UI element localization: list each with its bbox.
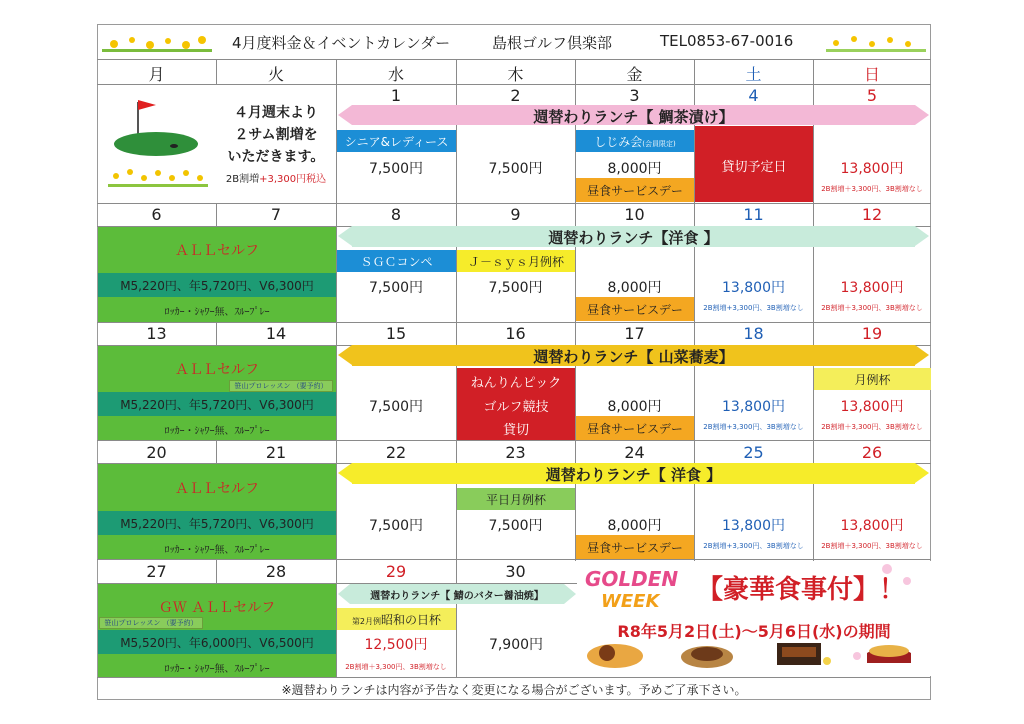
surcharge-note: 2B割増+3,300円、3B割増なし [703,304,804,312]
event-label-prefix: 第2月例 [351,617,382,626]
price-value: 7,500円 [368,518,424,534]
surcharge-note: 2B割増+3,300円、3B割増なし [703,542,804,550]
date-cell: 22 [385,443,407,462]
date-cell: 7 [270,205,282,224]
lunch-banner-text: 週替わりランチ【 山菜蕎麦】 [533,348,734,366]
golden-week-logo-line1: GOLDEN [585,567,679,591]
surcharge-note: 2B割増＋3,300円、3B割増なし [821,185,923,193]
golden-week-logo-line2: WEEK [601,591,660,612]
date-cell: 10 [624,205,645,224]
event-label-text: 昭和の日杯 [381,613,442,627]
price-value: 7,500円 [368,280,424,296]
date-cell: 30 [505,562,526,581]
date-cell: 4 [748,86,759,105]
price-value: 8,000円 [607,280,662,296]
service-label: 昼食サービスデー [587,303,683,317]
date-cell: 5 [866,86,878,105]
date-cell: 1 [390,86,402,105]
golden-week-promo [577,561,931,676]
event-label: 月例杯 [854,373,891,387]
weekday-tue: 火 [267,65,284,84]
date-cell: 18 [743,324,764,343]
weekday-sat: 土 [745,65,762,84]
date-cell: 20 [146,443,167,462]
golden-week-logo [585,567,678,591]
service-label: 昼食サービスデー [587,541,683,555]
flower-decoration-icon [826,28,926,54]
date-cell: 28 [265,562,287,581]
golden-week-period: R8年5月2日(土)～5月6日(水)の期間 [617,622,891,641]
date-cell: 9 [510,205,521,224]
weekday-wed: 水 [387,65,404,84]
price-value: 8,000円 [607,161,662,177]
weekday-thu: 木 [507,65,524,84]
price-value: 7,900円 [488,637,544,653]
footer-note: ※週替わりランチは内容が予告なく変更になる場合がございます。予めご了承下さい。 [281,683,747,697]
header-flowers-left [102,28,212,54]
date-cell: 6 [151,205,162,224]
event-label [576,133,694,150]
price-value: 7,500円 [488,280,543,296]
price-value: 8,000円 [607,518,662,534]
flower-decoration-icon [102,28,212,54]
service-label: 昼食サービスデー [587,184,683,198]
flag-caption: Nice on! [146,127,171,134]
lunch-banner [338,584,576,604]
golf-flag-illustration [108,94,208,194]
date-cell: 8 [390,205,402,224]
date-cell: 26 [861,443,883,462]
event-label: 平日月例杯 [485,493,546,507]
event-label [337,611,456,628]
date-cell: 17 [624,324,645,343]
price-value: 13,800円 [722,518,785,534]
date-cell: 13 [146,324,167,343]
price-value: 8,000円 [607,399,662,415]
weekday-sun: 日 [863,65,880,84]
date-cell: 12 [861,205,883,224]
amenities-note: ﾛｯｶｰ・ｼｬﾜｰ無、ｽﾙｰﾌﾟﾚｰ [164,307,270,318]
price-value: 13,800円 [840,518,904,534]
lunch-banner [338,226,929,247]
surcharge-label: 2B割増 [225,174,260,185]
price-value: 7,500円 [488,161,543,177]
amenities-note: ﾛｯｶｰ・ｼｬﾜｰ無、ｽﾙｰﾌﾟﾚｰ [164,664,270,675]
date-cell: 15 [385,324,407,343]
date-cell: 16 [505,324,526,343]
date-cell: 11 [743,205,764,224]
reserved-label: 貸切予定日 [721,160,787,175]
page-title: 4月度料金＆イベントカレンダー [232,34,451,52]
price-value: 7,500円 [488,518,543,534]
surcharge-amount: +3,300円税込 [259,174,327,185]
surcharge-note: 2B割増＋3,300円、3B割増なし [821,542,923,550]
date-cell: 19 [861,324,883,343]
price-value: 13,800円 [722,399,785,415]
lunch-banner-text: 週替わりランチ【 鯛茶漬け】 [533,108,734,126]
lunch-banner [338,105,929,125]
date-cell: 21 [265,443,287,462]
surcharge-note: 2B割増＋3,300円、3B割増なし [821,304,923,312]
event-label: ゴルフ競技 [483,400,549,415]
event-label: ねんりんピック [470,376,562,391]
event-label: シニア&レディース [344,135,449,149]
amenities-note: ﾛｯｶｰ・ｼｬﾜｰ無、ｽﾙｰﾌﾟﾚｰ [164,545,270,556]
price-value: 13,800円 [840,161,904,177]
lunch-banner-text: 週替わりランチ【洋食 】 [548,229,719,247]
service-label: 昼食サービスデー [587,422,683,436]
self-play-label: ＧＷ ＡＬＬセルフ [158,600,276,616]
price-value: 12,500円 [364,637,428,653]
lunch-banner-text: 週替わりランチ【 洋食 】 [545,466,722,484]
golden-week-headline: 【豪華食事付】！ [697,575,906,605]
surcharge-note: 2B割増＋3,300円、3B割増なし [345,663,447,671]
self-play-label: ＡＬＬセルフ [175,362,259,378]
date-cell: 24 [624,443,645,462]
member-prices: M5,220円、年5,720円、V6,300円 [120,398,314,412]
member-prices: M5,220円、年5,720円、V6,300円 [120,279,314,293]
price-value: 13,800円 [840,399,904,415]
weekday-fri: 金 [626,65,643,84]
amenities-note: ﾛｯｶｰ・ｼｬﾜｰ無、ｽﾙｰﾌﾟﾚｰ [164,426,270,437]
event-label: ＳＧＣコンペ [360,255,433,269]
surcharge-note: 2B割増+3,300円、3B割増なし [703,423,804,431]
date-cell: 2 [510,86,521,105]
event-label-note: (会員限定) [642,140,676,148]
date-cell: 14 [265,324,287,343]
notice-line-1: ４月週末より [234,105,318,121]
notice-line-2: ２サム割増を [234,127,318,143]
price-value: 13,800円 [840,280,904,296]
lesson-label: 笹山プロレッスン （要予約） [234,382,328,390]
lunch-banner [338,463,929,484]
club-name: 島根ゴルフ倶楽部 [492,34,613,52]
event-label-text: しじみ会 [594,135,643,149]
date-cell: 23 [505,443,526,462]
surcharge-note: 2B割増＋3,300円、3B割増なし [821,423,923,431]
self-play-label: ＡＬＬセルフ [175,243,259,259]
golden-week-logo-2 [601,591,659,612]
self-play-label: ＡＬＬセルフ [175,481,259,497]
lunch-banner [338,345,929,366]
golf-green-icon [108,94,208,194]
weekday-mon: 月 [148,65,165,84]
date-cell: 27 [146,562,167,581]
price-value: 7,500円 [368,161,424,177]
lesson-label: 笹山プロレッスン （要予約） [104,619,198,627]
date-cell: 25 [743,443,764,462]
price-value: 7,500円 [368,399,424,415]
date-cell: 29 [385,562,407,581]
notice-line-4 [216,170,336,185]
price-value: 13,800円 [722,280,785,296]
lunch-banner-text: 週替わりランチ【 鯖のバター醤油焼】 [370,591,544,602]
telephone: TEL0853-67-0016 [660,32,794,50]
member-prices: M5,220円、年5,720円、V6,300円 [120,517,314,531]
header-flowers-right [826,28,926,54]
member-prices: M5,520円、年6,000円、V6,500円 [120,636,314,650]
notice-line-3: いただきます。 [227,149,325,165]
event-label: 貸切 [502,423,529,438]
date-cell: 3 [629,86,640,105]
event-label: Ｊ－ｓｙｓ月例杯 [467,255,564,269]
